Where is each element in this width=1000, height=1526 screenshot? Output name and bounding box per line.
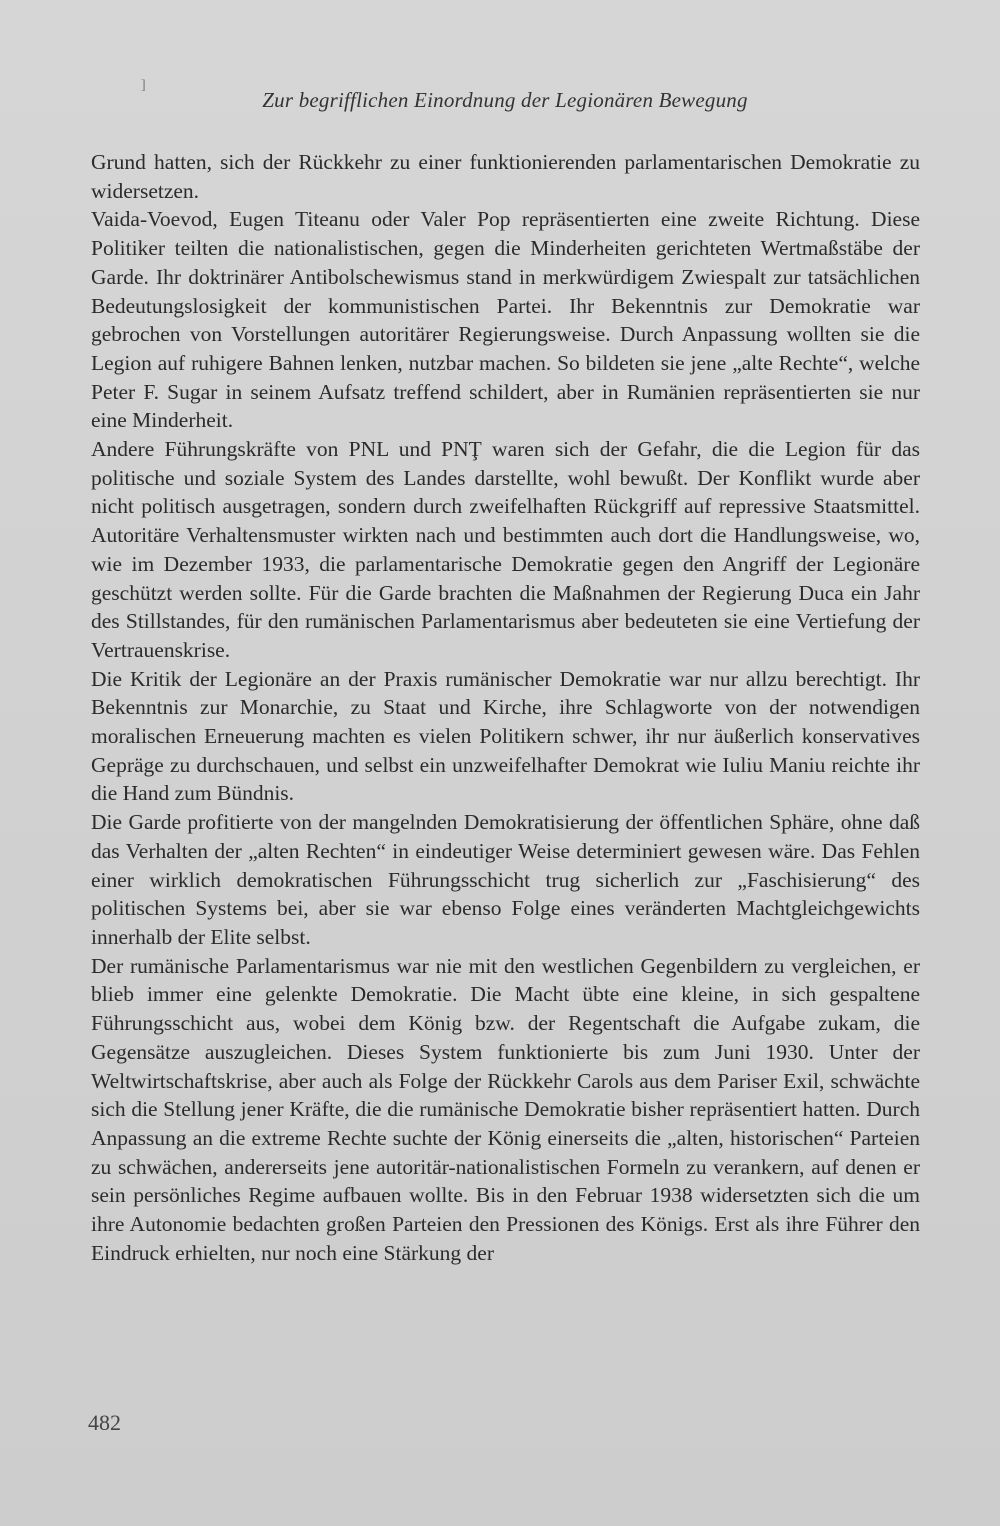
page-number: 482 (88, 1410, 121, 1435)
paragraph-5: Die Garde profitierte von der mangelnden Demokratisierung der öffentlichen Sphäre, ohne daß das Verhalten der „alten Rechten“ in eindeutiger Weise determiniert gewesen wäre. Das Fehlen einer wirklich demokratischen Führungsschicht trug sicherlich zur „Faschisierung“ des politischen Systems bei, aber sie war ebenso Folge eines veränderten Machtgleichgewichts innerhalb der Elite selbst. (91, 810, 920, 949)
running-head: Zur begrifflichen Einordnung der Legionären Bewegung (262, 88, 748, 112)
margin-mark: ] (141, 78, 146, 93)
body-text (91, 148, 920, 1267)
paragraph-4: Die Kritik der Legionäre an der Praxis rumänischer Demokratie war nur allzu berechtigt. Ihr Bekenntnis zur Monarchie, zu Staat und Kirche, ihre Schlagworte von der notwendigen moralischen Erneuerung machten es vielen Politikern schwer, ihr nur äußerlich konservatives Gepräge zu durchschauen, und selbst ein unzweifelhafter Demokrat wie Iuliu Maniu reichte ihr die Hand zum Bündnis. (91, 666, 920, 806)
paragraph-6: Der rumänische Parlamentarismus war nie mit den westlichen Gegenbildern zu vergleichen, er blieb immer eine gelenkte Demokratie. Die Macht übte eine kleine, in sich gespaltene Führungsschicht aus, wobei dem König bzw. der Regentschaft die Aufgabe zukam, die Gegensätze auszugleichen. Dieses System funktionierte bis zum Juni 1930. Unter der Weltwirtschaftskrise, aber auch als Folge der Rückkehr Carols aus dem Pariser Exil, schwächte sich die Stellung jener Kräfte, die die rumänische Demokratie bisher repräsentiert hatten. Durch Anpassung an die extreme Rechte suchte der König einerseits die „alten, historischen“ Parteien zu schwächen, andererseits jene autoritär-nationalistischen Formeln zu verankern, auf denen er sein persönliches Regime aufbauen wollte. Bis in den Februar 1938 widersetzten sich die um ihre Autonomie bedachten großen Parteien den Pressionen des Königs. Erst als ihre Führer den Eindruck erhielten, nur noch eine Stärkung der (91, 953, 920, 1265)
paragraph-2: Vaida-Voevod, Eugen Titeanu oder Valer Pop repräsentierten eine zweite Richtung. Diese Politiker teilten die nationalistischen, gegen die Minderheiten gerichteten Wertmaßstäbe der Garde. Ihr doktrinärer Antibolschewismus stand in merkwürdigem Zwiespalt zur tatsächlichen Bedeutungslosigkeit der kommunistischen Partei. Ihr Bekenntnis zur Demokratie war gebrochen von Vorstellungen autoritärer Regierungsweise. Durch Anpassung wollten sie die Legion auf ruhigere Bahnen lenken, nutzbar machen. So bildeten sie jene „alte Rechte“, welche Peter F. Sugar in seinem Aufsatz treffend schildert, aber in Rumänien repräsentierten sie nur eine Minderheit. (91, 207, 920, 433)
paragraph-1: Grund hatten, sich der Rückkehr zu einer funktionierenden parlamentarischen Demokratie zu widersetzen. (91, 150, 920, 203)
paragraph-3: Andere Führungskräfte von PNL und PNŢ waren sich der Gefahr, die die Legion für das politische und soziale System des Landes darstellte, wohl bewußt. Der Konflikt wurde aber nicht politisch ausgetragen, sondern durch zweifelhaften Rückgriff auf repressive Staatsmittel. Autoritäre Verhaltensmuster wirkten nach und bestimmten auch dort die Handlungsweise, wo, wie im Dezember 1933, die parlamentarische Demokratie gegen den Angriff der Legionäre geschützt werden sollte. Für die Garde brachten die Maßnahmen der Regierung Duca ein Jahr des Stillstandes, für den rumänischen Parlamentarismus aber bedeuteten sie eine Vertiefung der Vertrauenskrise. (91, 437, 920, 662)
